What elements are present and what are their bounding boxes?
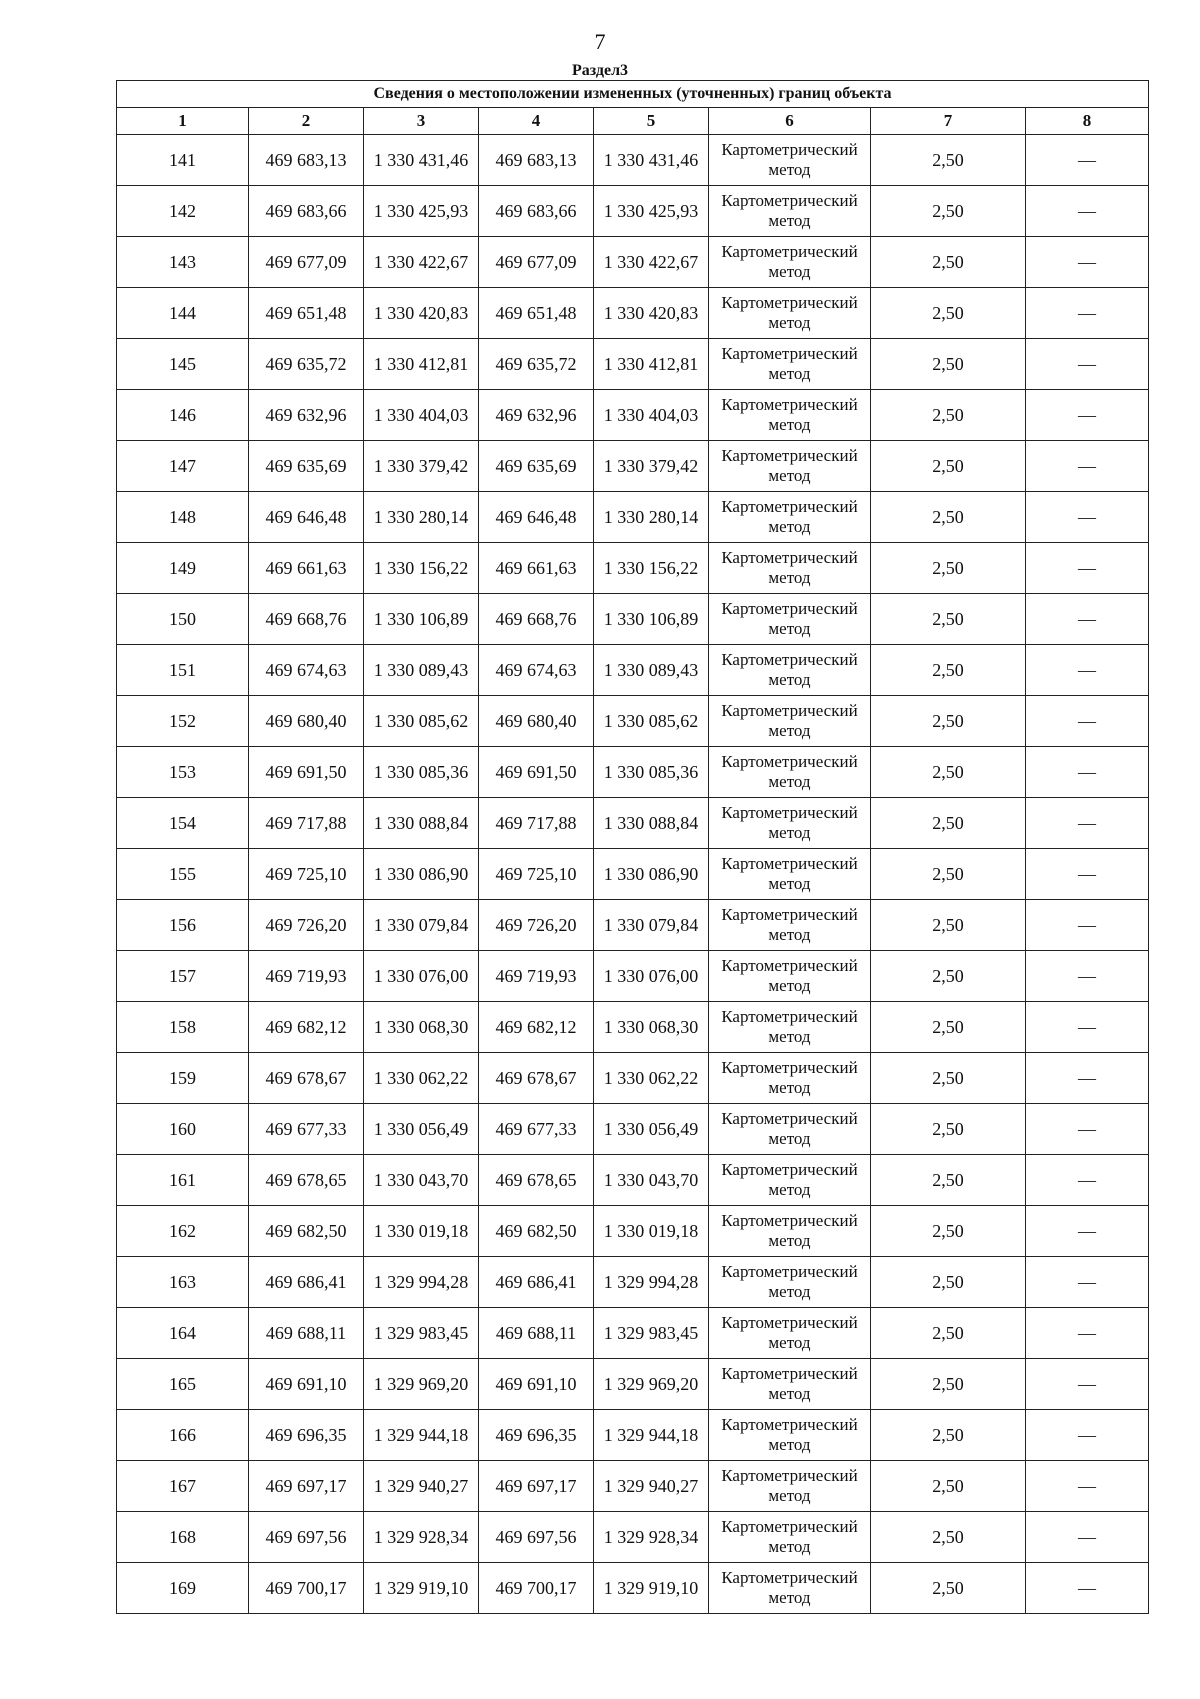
description-cell: — [1026, 1461, 1149, 1512]
description-cell: — [1026, 1563, 1149, 1614]
y-existing-cell: 1 330 088,84 [364, 798, 479, 849]
accuracy-cell: 2,50 [871, 1155, 1026, 1206]
x-existing-cell: 469 700,17 [249, 1563, 364, 1614]
x-new-cell: 469 683,66 [479, 186, 594, 237]
table-row [117, 1308, 1149, 1359]
table-row [117, 186, 1149, 237]
y-new-cell: 1 330 076,00 [594, 951, 709, 1002]
point-number-cell: 146 [117, 390, 249, 441]
method-cell: Картометрический метод [709, 186, 871, 237]
table-row [117, 1410, 1149, 1461]
y-existing-cell: 1 329 940,27 [364, 1461, 479, 1512]
description-cell: — [1026, 951, 1149, 1002]
table-row [117, 645, 1149, 696]
point-number-cell: 160 [117, 1104, 249, 1155]
method-cell: Картометрический метод [709, 135, 871, 186]
accuracy-cell: 2,50 [871, 543, 1026, 594]
x-existing-cell: 469 717,88 [249, 798, 364, 849]
method-cell: Картометрический метод [709, 1206, 871, 1257]
x-new-cell: 469 700,17 [479, 1563, 594, 1614]
y-new-cell: 1 330 079,84 [594, 900, 709, 951]
x-existing-cell: 469 674,63 [249, 645, 364, 696]
table-header-row [117, 108, 1149, 135]
x-existing-cell: 469 696,35 [249, 1410, 364, 1461]
table-row [117, 441, 1149, 492]
point-number-cell: 148 [117, 492, 249, 543]
table-row [117, 798, 1149, 849]
column-header: 5 [594, 108, 709, 135]
y-new-cell: 1 329 944,18 [594, 1410, 709, 1461]
point-number-cell: 154 [117, 798, 249, 849]
y-existing-cell: 1 329 994,28 [364, 1257, 479, 1308]
table-row [117, 594, 1149, 645]
x-existing-cell: 469 686,41 [249, 1257, 364, 1308]
y-new-cell: 1 330 412,81 [594, 339, 709, 390]
point-number-cell: 142 [117, 186, 249, 237]
column-header: 4 [479, 108, 594, 135]
method-cell: Картометрический метод [709, 594, 871, 645]
description-cell: — [1026, 1002, 1149, 1053]
x-existing-cell: 469 661,63 [249, 543, 364, 594]
y-new-cell: 1 330 106,89 [594, 594, 709, 645]
point-number-cell: 159 [117, 1053, 249, 1104]
accuracy-cell: 2,50 [871, 1461, 1026, 1512]
x-new-cell: 469 688,11 [479, 1308, 594, 1359]
description-cell: — [1026, 1053, 1149, 1104]
description-cell: — [1026, 1104, 1149, 1155]
x-existing-cell: 469 691,50 [249, 747, 364, 798]
x-new-cell: 469 632,96 [479, 390, 594, 441]
accuracy-cell: 2,50 [871, 594, 1026, 645]
x-existing-cell: 469 678,65 [249, 1155, 364, 1206]
method-cell: Картометрический метод [709, 1308, 871, 1359]
table-row [117, 1461, 1149, 1512]
x-new-cell: 469 717,88 [479, 798, 594, 849]
table-row [117, 951, 1149, 1002]
point-number-cell: 162 [117, 1206, 249, 1257]
y-new-cell: 1 329 928,34 [594, 1512, 709, 1563]
accuracy-cell: 2,50 [871, 492, 1026, 543]
description-cell: — [1026, 441, 1149, 492]
x-new-cell: 469 678,67 [479, 1053, 594, 1104]
table-row [117, 390, 1149, 441]
y-new-cell: 1 329 969,20 [594, 1359, 709, 1410]
accuracy-cell: 2,50 [871, 1563, 1026, 1614]
y-new-cell: 1 330 422,67 [594, 237, 709, 288]
description-cell: — [1026, 696, 1149, 747]
y-existing-cell: 1 329 928,34 [364, 1512, 479, 1563]
table-row [117, 1053, 1149, 1104]
accuracy-cell: 2,50 [871, 1053, 1026, 1104]
y-new-cell: 1 330 085,36 [594, 747, 709, 798]
y-existing-cell: 1 330 420,83 [364, 288, 479, 339]
x-existing-cell: 469 697,56 [249, 1512, 364, 1563]
x-existing-cell: 469 635,69 [249, 441, 364, 492]
description-cell: — [1026, 1512, 1149, 1563]
description-cell: — [1026, 1308, 1149, 1359]
x-existing-cell: 469 683,66 [249, 186, 364, 237]
x-new-cell: 469 682,50 [479, 1206, 594, 1257]
x-existing-cell: 469 719,93 [249, 951, 364, 1002]
description-cell: — [1026, 1155, 1149, 1206]
x-new-cell: 469 635,72 [479, 339, 594, 390]
description-cell: — [1026, 492, 1149, 543]
x-existing-cell: 469 668,76 [249, 594, 364, 645]
accuracy-cell: 2,50 [871, 237, 1026, 288]
x-existing-cell: 469 683,13 [249, 135, 364, 186]
x-new-cell: 469 691,10 [479, 1359, 594, 1410]
table-row [117, 543, 1149, 594]
method-cell: Картометрический метод [709, 645, 871, 696]
y-new-cell: 1 330 420,83 [594, 288, 709, 339]
x-new-cell: 469 726,20 [479, 900, 594, 951]
x-existing-cell: 469 688,11 [249, 1308, 364, 1359]
y-existing-cell: 1 329 944,18 [364, 1410, 479, 1461]
method-cell: Картометрический метод [709, 441, 871, 492]
x-new-cell: 469 686,41 [479, 1257, 594, 1308]
table-row [117, 1155, 1149, 1206]
y-existing-cell: 1 330 085,62 [364, 696, 479, 747]
accuracy-cell: 2,50 [871, 441, 1026, 492]
method-cell: Картометрический метод [709, 1512, 871, 1563]
y-new-cell: 1 330 156,22 [594, 543, 709, 594]
method-cell: Картометрический метод [709, 288, 871, 339]
method-cell: Картометрический метод [709, 543, 871, 594]
accuracy-cell: 2,50 [871, 798, 1026, 849]
point-number-cell: 167 [117, 1461, 249, 1512]
table-row [117, 1512, 1149, 1563]
x-new-cell: 469 646,48 [479, 492, 594, 543]
y-new-cell: 1 329 919,10 [594, 1563, 709, 1614]
description-cell: — [1026, 135, 1149, 186]
method-cell: Картометрический метод [709, 1053, 871, 1104]
description-cell: — [1026, 900, 1149, 951]
table-row [117, 492, 1149, 543]
table-row [117, 1002, 1149, 1053]
y-existing-cell: 1 330 089,43 [364, 645, 479, 696]
x-new-cell: 469 661,63 [479, 543, 594, 594]
description-cell: — [1026, 798, 1149, 849]
x-existing-cell: 469 677,09 [249, 237, 364, 288]
table-row [117, 1563, 1149, 1614]
y-existing-cell: 1 330 156,22 [364, 543, 479, 594]
point-number-cell: 158 [117, 1002, 249, 1053]
table-caption: Сведения о местоположении измененных (уточненных) границ объекта [117, 81, 1149, 108]
x-new-cell: 469 678,65 [479, 1155, 594, 1206]
point-number-cell: 169 [117, 1563, 249, 1614]
table-row [117, 849, 1149, 900]
table-row [117, 288, 1149, 339]
x-new-cell: 469 651,48 [479, 288, 594, 339]
accuracy-cell: 2,50 [871, 1206, 1026, 1257]
method-cell: Картометрический метод [709, 492, 871, 543]
y-new-cell: 1 330 088,84 [594, 798, 709, 849]
x-existing-cell: 469 682,12 [249, 1002, 364, 1053]
x-existing-cell: 469 682,50 [249, 1206, 364, 1257]
accuracy-cell: 2,50 [871, 339, 1026, 390]
x-existing-cell: 469 635,72 [249, 339, 364, 390]
x-new-cell: 469 680,40 [479, 696, 594, 747]
description-cell: — [1026, 747, 1149, 798]
table-row [117, 1257, 1149, 1308]
table-caption-row [117, 81, 1149, 108]
point-number-cell: 141 [117, 135, 249, 186]
y-new-cell: 1 330 043,70 [594, 1155, 709, 1206]
x-new-cell: 469 725,10 [479, 849, 594, 900]
point-number-cell: 150 [117, 594, 249, 645]
description-cell: — [1026, 1410, 1149, 1461]
description-cell: — [1026, 288, 1149, 339]
table-row [117, 696, 1149, 747]
y-new-cell: 1 330 086,90 [594, 849, 709, 900]
accuracy-cell: 2,50 [871, 1257, 1026, 1308]
description-cell: — [1026, 1359, 1149, 1410]
y-new-cell: 1 330 089,43 [594, 645, 709, 696]
accuracy-cell: 2,50 [871, 186, 1026, 237]
table-row [117, 135, 1149, 186]
x-existing-cell: 469 697,17 [249, 1461, 364, 1512]
x-existing-cell: 469 678,67 [249, 1053, 364, 1104]
x-new-cell: 469 674,63 [479, 645, 594, 696]
x-existing-cell: 469 632,96 [249, 390, 364, 441]
y-existing-cell: 1 330 379,42 [364, 441, 479, 492]
y-existing-cell: 1 329 969,20 [364, 1359, 479, 1410]
x-new-cell: 469 697,56 [479, 1512, 594, 1563]
description-cell: — [1026, 237, 1149, 288]
point-number-cell: 163 [117, 1257, 249, 1308]
description-cell: — [1026, 390, 1149, 441]
y-new-cell: 1 330 062,22 [594, 1053, 709, 1104]
x-new-cell: 469 719,93 [479, 951, 594, 1002]
y-new-cell: 1 330 425,93 [594, 186, 709, 237]
y-existing-cell: 1 329 983,45 [364, 1308, 479, 1359]
table-body [117, 135, 1149, 1614]
point-number-cell: 156 [117, 900, 249, 951]
accuracy-cell: 2,50 [871, 1308, 1026, 1359]
accuracy-cell: 2,50 [871, 390, 1026, 441]
table-row [117, 747, 1149, 798]
y-existing-cell: 1 330 076,00 [364, 951, 479, 1002]
y-existing-cell: 1 330 086,90 [364, 849, 479, 900]
y-existing-cell: 1 330 280,14 [364, 492, 479, 543]
method-cell: Картометрический метод [709, 696, 871, 747]
column-header: 2 [249, 108, 364, 135]
y-existing-cell: 1 330 425,93 [364, 186, 479, 237]
accuracy-cell: 2,50 [871, 1104, 1026, 1155]
accuracy-cell: 2,50 [871, 1410, 1026, 1461]
accuracy-cell: 2,50 [871, 951, 1026, 1002]
method-cell: Картометрический метод [709, 951, 871, 1002]
method-cell: Картометрический метод [709, 1002, 871, 1053]
point-number-cell: 145 [117, 339, 249, 390]
x-new-cell: 469 635,69 [479, 441, 594, 492]
description-cell: — [1026, 543, 1149, 594]
method-cell: Картометрический метод [709, 1155, 871, 1206]
x-existing-cell: 469 726,20 [249, 900, 364, 951]
y-existing-cell: 1 330 079,84 [364, 900, 479, 951]
boundary-table [116, 80, 1149, 1614]
y-existing-cell: 1 330 412,81 [364, 339, 479, 390]
point-number-cell: 153 [117, 747, 249, 798]
point-number-cell: 168 [117, 1512, 249, 1563]
column-header: 3 [364, 108, 479, 135]
y-new-cell: 1 329 994,28 [594, 1257, 709, 1308]
y-new-cell: 1 330 280,14 [594, 492, 709, 543]
y-new-cell: 1 330 085,62 [594, 696, 709, 747]
method-cell: Картометрический метод [709, 1104, 871, 1155]
x-existing-cell: 469 646,48 [249, 492, 364, 543]
x-existing-cell: 469 651,48 [249, 288, 364, 339]
description-cell: — [1026, 1257, 1149, 1308]
point-number-cell: 151 [117, 645, 249, 696]
table-row [117, 237, 1149, 288]
point-number-cell: 143 [117, 237, 249, 288]
x-new-cell: 469 677,33 [479, 1104, 594, 1155]
y-existing-cell: 1 330 019,18 [364, 1206, 479, 1257]
section-title: Раздел3 [571, 62, 629, 79]
y-existing-cell: 1 330 062,22 [364, 1053, 479, 1104]
accuracy-cell: 2,50 [871, 696, 1026, 747]
y-existing-cell: 1 330 404,03 [364, 390, 479, 441]
y-new-cell: 1 330 056,49 [594, 1104, 709, 1155]
x-existing-cell: 469 725,10 [249, 849, 364, 900]
accuracy-cell: 2,50 [871, 1002, 1026, 1053]
method-cell: Картометрический метод [709, 1359, 871, 1410]
y-existing-cell: 1 330 056,49 [364, 1104, 479, 1155]
y-existing-cell: 1 330 422,67 [364, 237, 479, 288]
table-row [117, 1104, 1149, 1155]
point-number-cell: 144 [117, 288, 249, 339]
column-header: 7 [871, 108, 1026, 135]
point-number-cell: 149 [117, 543, 249, 594]
point-number-cell: 161 [117, 1155, 249, 1206]
method-cell: Картометрический метод [709, 1461, 871, 1512]
page-number: 7 [594, 29, 606, 54]
method-cell: Картометрический метод [709, 798, 871, 849]
point-number-cell: 164 [117, 1308, 249, 1359]
y-existing-cell: 1 330 068,30 [364, 1002, 479, 1053]
point-number-cell: 157 [117, 951, 249, 1002]
description-cell: — [1026, 645, 1149, 696]
y-new-cell: 1 329 983,45 [594, 1308, 709, 1359]
x-new-cell: 469 683,13 [479, 135, 594, 186]
method-cell: Картометрический метод [709, 1563, 871, 1614]
table-row [117, 339, 1149, 390]
point-number-cell: 147 [117, 441, 249, 492]
y-new-cell: 1 330 068,30 [594, 1002, 709, 1053]
accuracy-cell: 2,50 [871, 288, 1026, 339]
table-row [117, 1359, 1149, 1410]
y-existing-cell: 1 330 106,89 [364, 594, 479, 645]
x-new-cell: 469 697,17 [479, 1461, 594, 1512]
y-new-cell: 1 330 019,18 [594, 1206, 709, 1257]
point-number-cell: 165 [117, 1359, 249, 1410]
point-number-cell: 166 [117, 1410, 249, 1461]
method-cell: Картометрический метод [709, 339, 871, 390]
description-cell: — [1026, 186, 1149, 237]
description-cell: — [1026, 339, 1149, 390]
y-new-cell: 1 330 431,46 [594, 135, 709, 186]
accuracy-cell: 2,50 [871, 1359, 1026, 1410]
x-existing-cell: 469 677,33 [249, 1104, 364, 1155]
method-cell: Картометрический метод [709, 1410, 871, 1461]
x-new-cell: 469 696,35 [479, 1410, 594, 1461]
y-existing-cell: 1 329 919,10 [364, 1563, 479, 1614]
method-cell: Картометрический метод [709, 747, 871, 798]
x-new-cell: 469 682,12 [479, 1002, 594, 1053]
column-header: 6 [709, 108, 871, 135]
description-cell: — [1026, 594, 1149, 645]
accuracy-cell: 2,50 [871, 849, 1026, 900]
description-cell: — [1026, 1206, 1149, 1257]
method-cell: Картометрический метод [709, 237, 871, 288]
y-existing-cell: 1 330 043,70 [364, 1155, 479, 1206]
y-new-cell: 1 330 379,42 [594, 441, 709, 492]
x-existing-cell: 469 680,40 [249, 696, 364, 747]
x-new-cell: 469 668,76 [479, 594, 594, 645]
method-cell: Картометрический метод [709, 849, 871, 900]
column-header: 8 [1026, 108, 1149, 135]
accuracy-cell: 2,50 [871, 1512, 1026, 1563]
point-number-cell: 155 [117, 849, 249, 900]
accuracy-cell: 2,50 [871, 747, 1026, 798]
y-existing-cell: 1 330 085,36 [364, 747, 479, 798]
y-existing-cell: 1 330 431,46 [364, 135, 479, 186]
x-existing-cell: 469 691,10 [249, 1359, 364, 1410]
table-row [117, 1206, 1149, 1257]
x-new-cell: 469 691,50 [479, 747, 594, 798]
y-new-cell: 1 330 404,03 [594, 390, 709, 441]
point-number-cell: 152 [117, 696, 249, 747]
column-header: 1 [117, 108, 249, 135]
description-cell: — [1026, 849, 1149, 900]
method-cell: Картометрический метод [709, 390, 871, 441]
method-cell: Картометрический метод [709, 1257, 871, 1308]
method-cell: Картометрический метод [709, 900, 871, 951]
accuracy-cell: 2,50 [871, 135, 1026, 186]
accuracy-cell: 2,50 [871, 900, 1026, 951]
table-row [117, 900, 1149, 951]
y-new-cell: 1 329 940,27 [594, 1461, 709, 1512]
x-new-cell: 469 677,09 [479, 237, 594, 288]
accuracy-cell: 2,50 [871, 645, 1026, 696]
